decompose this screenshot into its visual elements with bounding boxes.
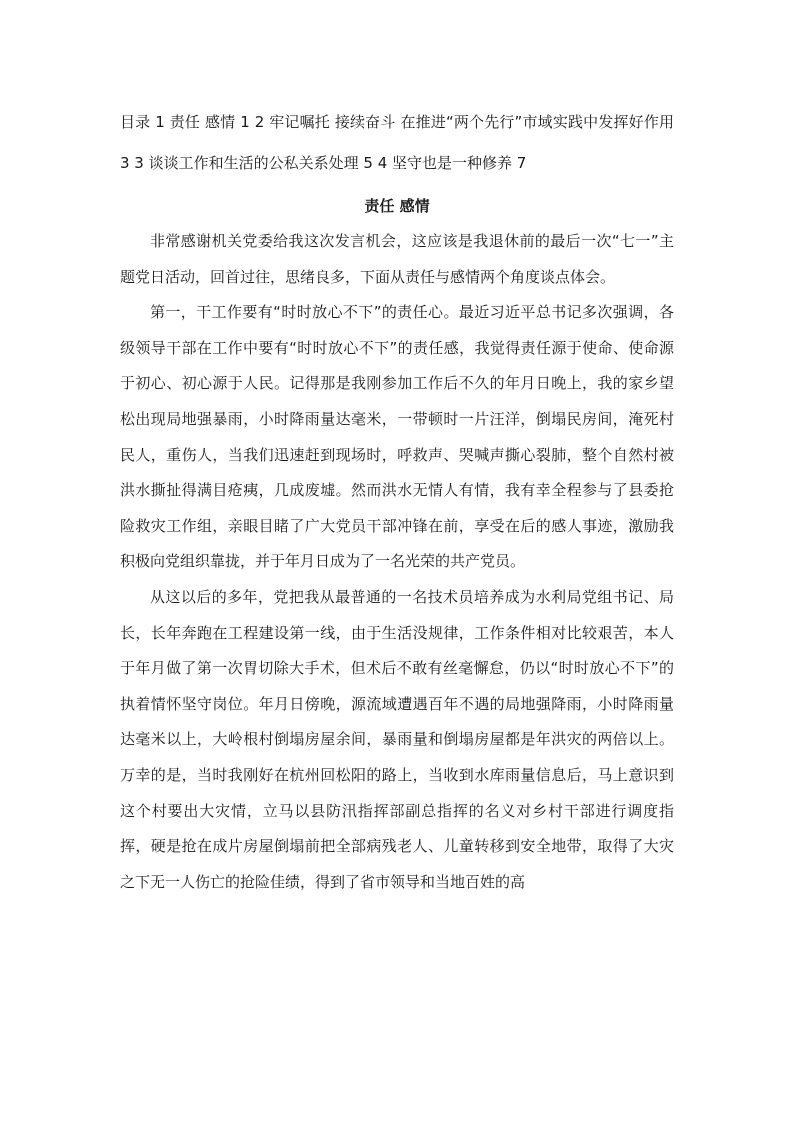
table-of-contents: 目录 1 责任 感情 1 2 牢记嘱托 接续奋斗 在推进“两个先行”市域实践中发挥好作用 3 3 谈谈工作和生活的公私关系处理 5 4 坚守也是一种修养 7 bbox=[120, 113, 674, 172]
section-title: 责任 感情 bbox=[364, 197, 430, 215]
paragraph-intro: 非常感谢机关党委给我这次发言机会，这应该是我退休前的最后一次“七一”主题党日活动，回首过往，思绪良多，下面从责任与感情两个角度谈点体会。 bbox=[120, 232, 674, 286]
document-body bbox=[120, 102, 674, 900]
paragraph-responsibility: 第一，干工作要有“时时放心不下”的责任心。最近习近平总书记多次强调，各级领导干部在工作中要有“时时放心不下”的责任感，我觉得责任源于使命、使命源于初心、初心源于人民。记得那是我刚参加工作后不久的年月日晚上，我的家乡望松出现局地强暴雨，小时降雨量达毫米，一带顿时一片汪洋，倒塌民房间，淹死村民人，重伤人，当我们迅速赶到现场时，呼救声、哭喊声撕心裂肺，整个自然村被洪水撕扯得满目疮痍，几成废墟。然而洪水无情人有情，我有幸全程参与了县委抢险救灾工作组，亲眼目睹了广大党员干部冲锋在前，享受在后的感人事迹，激励我积极向党组织靠拢，并于年月日成为了一名光荣的共产党员。 bbox=[120, 303, 674, 571]
paragraph-career: 从这以后的多年，党把我从最普通的一名技术员培养成为水利局党组书记、局长，长年奔跑在工程建设第一线，由于生活没规律，工作条件相对比较艰苦，本人于年月做了第一次胃切除大手术，但术后不敢有丝毫懈怠，仍以“时时放心不下”的执着情怀坚守岗位。年月日傍晚，源流域遭遇百年不遇的局地强降雨，小时降雨量达毫米以上，大岭根村倒塌房屋余间，暴雨量和倒塌房屋都是年洪灾的两倍以上。万幸的是，当时我刚好在杭州回松阳的路上，当收到水库雨量信息后，马上意识到这个村要出大灾情，立马以县防汛指挥部副总指挥的名义对乡村干部进行调度指挥，硬是抢在成片房屋倒塌前把全部病残老人、儿童转移到安全地带，取得了大灾之下无一人伤亡的抢险佳绩，得到了省市领导和当地百姓的高 bbox=[120, 587, 674, 891]
